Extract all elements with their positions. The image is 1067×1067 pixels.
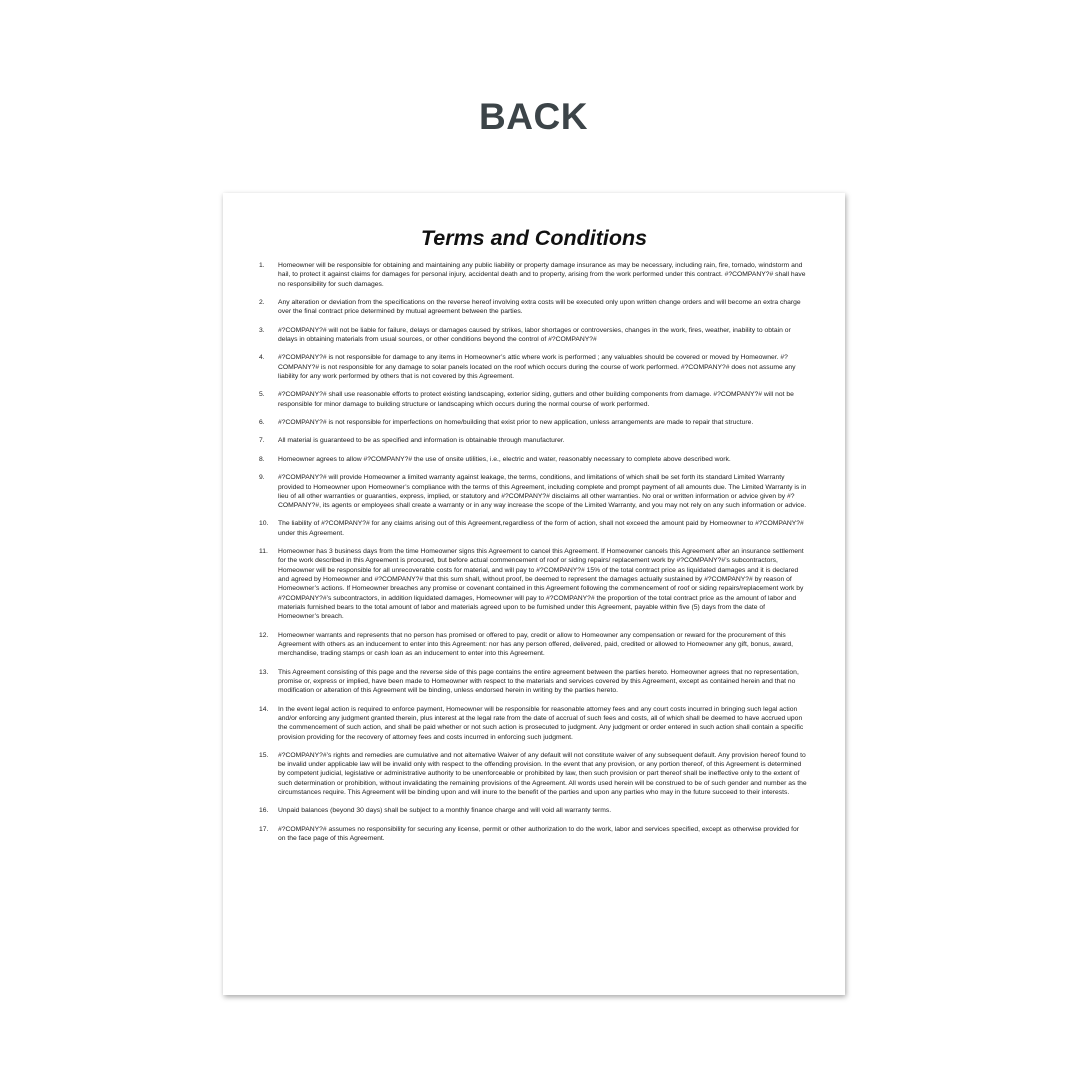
item-number: 3. bbox=[259, 326, 265, 334]
item-number: 14. bbox=[259, 705, 269, 713]
terms-item bbox=[259, 547, 807, 621]
terms-item bbox=[259, 631, 807, 659]
item-text: #?COMPANY?# is not responsible for damage to any items in Homeowner’s attic where work is performed ; any valuables should be covered or moved by Homeowner. #?COMPANY?# is not responsible for any damage to solar panels located on the roof which occurs during the course of work performed. #?COMPANY?# does not assume any liability for any work performed by others that is not covered by this Agreement. bbox=[278, 354, 796, 380]
item-number: 9. bbox=[259, 474, 265, 482]
item-text: Homeowner will be responsible for obtaining and maintaining any public liability or property damage insurance as may be necessary, including rain, fire, tornado, windstorm and hail, to protect it against claims for damages for personal injury, accidental death and to property, arising from the work performed under this contract. #?COMPANY?# shall have no responsibility for such damages. bbox=[278, 262, 806, 288]
item-number: 6. bbox=[259, 419, 265, 427]
terms-item bbox=[259, 473, 807, 510]
item-number: 2. bbox=[259, 298, 265, 306]
item-text: #?COMPANY?#’s rights and remedies are cumulative and not alternative Waiver of any default will not constitute waiver of any subsequent default. Any provision hereof found to be invalid under applicable law will be invalid only with respect to the offending provision. In the event that any provision, or any portion thereof, of this Agreement is determined by competent judicial, legislative or administrative authority to be unenforceable or prohibited by law, then such provision or part thereof shall be ineffective only to the extent of such determination or prohibition, without invalidating the remaining provisions of the Agreement. All words used herein will be construed to be of such gender and number as the circumstances require. This Agreement will be binding upon and will inure to the benefit of the parties and upon any parties who may in the future succeed to their interests. bbox=[278, 751, 807, 797]
terms-item bbox=[259, 436, 807, 445]
page-heading: BACK bbox=[479, 96, 588, 137]
terms-item bbox=[259, 806, 807, 815]
item-text: #?COMPANY?# shall use reasonable efforts to protect existing landscaping, exterior siding, gutters and other building components from damage. #?COMPANY?# will not be responsible for minor damage to building structure or landscaping which occurs during the normal course of work performed. bbox=[278, 391, 794, 408]
item-number: 13. bbox=[259, 668, 269, 676]
item-number: 5. bbox=[259, 391, 265, 399]
terms-item bbox=[259, 326, 807, 345]
item-number: 15. bbox=[259, 751, 269, 759]
item-number: 7. bbox=[259, 437, 265, 445]
item-text: Homeowner warrants and represents that no person has promised or offered to pay, credit or allow to Homeowner any compensation or reward for the procurement of this Agreement with others as an inducement to enter into this Agreement: nor has any person offered, delivered, paid, credited or allowed to Homeowner any gift, bonus, award, merchandise, trading stamps or cash loan as an inducement to enter into this Agreement. bbox=[278, 631, 794, 658]
item-text: This Agreement consisting of this page and the reverse side of this page contains the entire agreement between the parties hereto. Homeowner agrees that no representation, promise or, express or implied, have been made to Homeowner with respect to the materials and services covered by this Agreement, except as contained herein and that no modification or alteration of this Agreement will be binding, unless endorsed herein in writing by the parties hereto. bbox=[278, 668, 799, 695]
item-text: #?COMPANY?# will not be liable for failure, delays or damages caused by strikes, labor shortages or controversies, changes in the work, fires, weather, inability to obtain or delays in obtaining materials from usual sources, or other conditions beyond the control of #?COMPANY?# bbox=[278, 326, 791, 343]
item-text: Unpaid balances (beyond 30 days) shall be subject to a monthly finance charge and will void all warranty terms. bbox=[278, 807, 612, 815]
terms-item bbox=[259, 825, 807, 844]
item-number: 1. bbox=[259, 262, 265, 269]
item-number: 11. bbox=[259, 548, 268, 556]
item-number: 16. bbox=[259, 807, 269, 815]
terms-item bbox=[259, 751, 807, 797]
terms-item bbox=[259, 390, 807, 409]
item-text: #?COMPANY?# will provide Homeowner a limited warranty against leakage, the terms, conditions, and limitations of which shall be set forth its standard Limited Warranty provided to Homeowner upon Homeowner’s compliance with the terms of this Agreement, including complete and prompt payment of all amounts due. The Limited Warranty is in lieu of all other warranties or guaranties, express, implied, or statutory and #?COMPANY?# disclaims all other warranties. No oral or written information or advice given by #?COMPANY?#, its agents or employees shall create a warranty or in any way increase the scope of the Limited Warranty, and you may not rely on any such information or advice. bbox=[278, 474, 807, 510]
terms-list bbox=[259, 261, 807, 853]
item-text: Any alteration or deviation from the specifications on the reverse hereof involving extra costs will be executed only upon written change orders and will become an extra charge over the final contract price determined by mutual agreement between the parties. bbox=[278, 298, 801, 316]
item-number: 17. bbox=[259, 825, 269, 833]
terms-item bbox=[259, 261, 807, 289]
item-text: #?COMPANY?# is not responsible for imperfections on home/building that exist prior to new application, unless arrangements are made to repair that structure. bbox=[278, 419, 754, 427]
item-text: #?COMPANY?# assumes no responsibility for securing any license, permit or other authorization to do the work, labor and services specified, except as otherwise provided for on the face page of this Agreement. bbox=[278, 825, 800, 843]
item-number: 10. bbox=[259, 520, 269, 528]
terms-item bbox=[259, 353, 807, 381]
item-text: The liability of #?COMPANY?# for any claims arising out of this Agreement,regardless of the form of action, shall not exceed the amount paid by Homeowner to #?COMPANY?# under this Agreement. bbox=[278, 520, 804, 537]
item-number: 12. bbox=[259, 631, 269, 639]
item-text: Homeowner agrees to allow #?COMPANY?# the use of onsite utilities, i.e., electric and water, reasonably necessary to complete above described work. bbox=[278, 455, 731, 463]
document-title: Terms and Conditions bbox=[420, 226, 648, 250]
terms-item bbox=[259, 298, 807, 317]
item-text: All material is guaranteed to be as specified and information is obtainable through manufacturer. bbox=[278, 437, 565, 445]
terms-item bbox=[259, 418, 807, 427]
terms-item bbox=[259, 668, 807, 696]
terms-item bbox=[259, 705, 807, 742]
item-number: 8. bbox=[259, 455, 265, 463]
terms-item bbox=[259, 455, 807, 464]
item-number: 4. bbox=[259, 354, 265, 362]
item-text: Homeowner has 3 business days from the time Homeowner signs this Agreement to cancel this Agreement. If Homeowner cancels this Agreement after an insurance settlement for the work described in this Agreement is procured, but before actual commencement of roof or siding repairs/ replacement work by #?COMPANY?#’s subcontractors, Homeowner will be responsible for all unrecoverable costs for material, and will pay to #?COMPANY?# 15% of the total contract price as liquidated damages and it is declared and agreed by Homeowner and #?COMPANY?# that this sum shall, without proof, be deemed to represent the damages actually sustained by #?COMPANY?# by reason of Homeowner’s actions. If Homeowner breaches any promise or covenant contained in this Agreement following the commencement of roof or siding repairs/replacement work by #?COMPANY?#’s subcontractors, in addition liquidated damages, Homeowner will pay to #?COMPANY?# the proportion of the total contract price as the amount of labor and materials furnished bears to the total amount of labor and materials agreed upon to be furnished under this Agreement, payable within five (5) days from the date of Homeowner’s breach. bbox=[278, 548, 804, 621]
item-text: In the event legal action is required to enforce payment, Homeowner will be responsible for reasonable attorney fees and any court costs incurred in bringing such legal action and/or enforcing any judgment granted therein, plus interest at the legal rate from the date of accrual of such fees and costs, all of which shall be deemed to have accrued upon the commencement of such action, and shall be paid whether or not such action is prosecuted to judgment. Any judgment or order entered in such action shall contain a specific provision providing for the recovery of attorney fees and costs incurred in enforcing such judgment. bbox=[278, 705, 804, 741]
terms-item bbox=[259, 519, 807, 538]
